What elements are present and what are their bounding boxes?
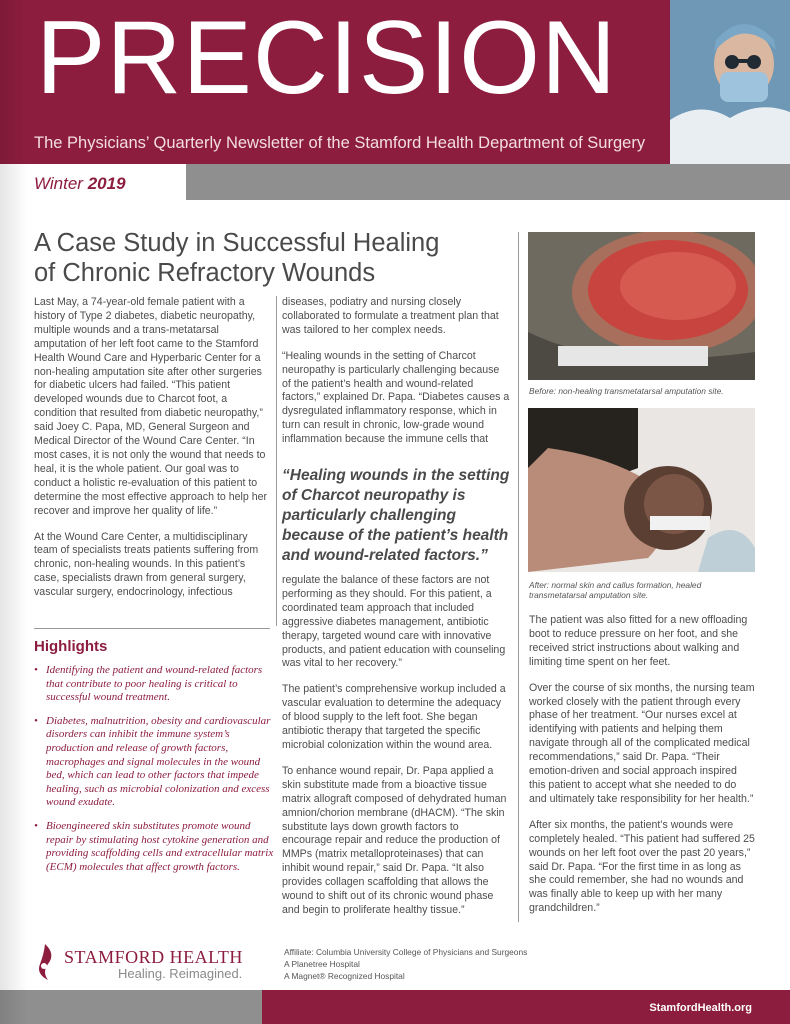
article-column-1 [34, 296, 270, 612]
paragraph: At the Wound Care Center, a multidisciplinary team of specialists treats patients suffering from chronic, non-healing wounds. In this patient’s case, specialists drawn from general surgery, vascular surgery, endocrinology, infectious [34, 530, 259, 599]
affiliation-line: A Planetree Hospital [284, 959, 360, 969]
article-column-2-bottom [282, 574, 510, 930]
paragraph: The patient was also fitted for a new offloading boot to reduce pressure on her foot, and she received strict instructions about walking and limiting time spent on her feet. [529, 614, 748, 668]
headline-line-1: A Case Study in Successful Healing [34, 229, 440, 257]
highlight-item [34, 820, 274, 874]
column-divider [518, 232, 519, 922]
website-link[interactable]: StamfordHealth.org [649, 1002, 752, 1014]
affiliation-text [284, 946, 527, 982]
headline-line-2: of Chronic Refractory Wounds [34, 259, 376, 287]
bullet-icon: • [34, 714, 38, 727]
paragraph: Over the course of six months, the nursing team worked closely with the patient through every phase of her treatment. “Our nurses excel at identifying with patients and helping them navigate through all of the complicated medical recommendations,” said Dr. Papa. “Their emotion-driven and social approach inspired this patient to accept what she needed to do and ultimately take responsibility for her health.” [529, 681, 755, 805]
footer-bar-gray [0, 990, 262, 1024]
paragraph: The patient’s comprehensive workup included a vascular evaluation to determine the adequacy of blood supply to the left foot. She began antibiotic therapy that targeted the specific microbial colonization within the wound area. [282, 683, 506, 751]
affiliation-line: A Magnet® Recognized Hospital [284, 971, 405, 981]
highlights-divider [34, 628, 270, 629]
article-column-2-top [282, 296, 510, 459]
photo-caption-before: Before: non-healing transmetatarsal amputation site. [529, 386, 724, 396]
issue-label [34, 174, 126, 194]
issue-bar [186, 164, 790, 200]
paragraph: Last May, a 74-year-old female patient with a history of Type 2 diabetes, diabetic neuropathy, multiple wounds and a trans-metatarsal amputation of her left foot came to the Stamford Health Wound Care and Hyperbaric Center for a non-healing amputation site after other surgeries for diabetic ulcers had failed. “This patient developed wounds due to Charcot foot, a condition that resulted from diabetic neuropathy,” said Joey C. Papa, MD, General Surgeon and Medical Director of the Wound Care Center. “In most cases, it is not only the wound that needs to heal, it is the whole patient. Our goal was to conduct a holistic re-evaluation of this patient to determine the most effective approach to help her recover and improve her quality of life.” [34, 296, 268, 517]
issue-season: Winter [34, 174, 83, 193]
paragraph: regulate the balance of these factors are not performing as they should. For this patient, a coordinated team approach that included aggressive diabetes management, antibiotic therapy, targeted wound care with innovative products, and patient education with counseling was vital to her recovery.” [282, 574, 506, 670]
newsletter-title: PRECISION [36, 0, 618, 116]
after-wound-photo [528, 408, 755, 572]
stamford-health-logo-text: STAMFORD HEALTH [64, 947, 243, 967]
paragraph: “Healing wounds in the setting of Charcot neuropathy is particularly challenging because of the patient’s health and wound-related factors,” explained Dr. Papa. “Diabetes causes a dysregulated inflammatory response, which in turn can result in chronic, low-grade wound inflammation because the immune cells that [282, 349, 510, 446]
highlight-text: Diabetes, malnutrition, obesity and cardiovascular disorders can inhibit the immune system’s production and release of growth factors, macrophages and signal molecules in the wound bed, which can lead to other factors that impede healing, such as microbial colonization and excess wound exudate. [46, 714, 271, 809]
highlight-text: Identifying the patient and wound-related factors that contribute to poor healing is critical to successful wound treatment. [46, 664, 263, 704]
affiliation-line: Affiliate: Columbia University College of Physicians and Surgeons [284, 947, 528, 957]
highlights-title: Highlights [34, 638, 108, 655]
paragraph: To enhance wound repair, Dr. Papa applied a skin substitute made from a bioactive tissue matrix allograft composed of dehydrated human amnion/chorion membrane (dHACM). “The skin substitute lays down growth factors to encourage repair and reduce the production of MMPs (matrix metalloproteinases) that can inhibit wound repair,” said Dr. Papa. “It also provides collagen scaffolding that allows the wound to shift out of its chronic wound phase and begin to proliferate healthy tissue.” [282, 764, 507, 916]
highlight-item [34, 715, 274, 810]
issue-year: 2019 [87, 174, 126, 193]
before-wound-photo [528, 232, 755, 380]
logo-tagline: Healing. Reimagined. [118, 966, 243, 981]
masthead [0, 0, 670, 164]
newsletter-subtitle: The Physicians’ Quarterly Newsletter of the Stamford Health Department of Surgery [34, 134, 646, 152]
highlight-text: Bioengineered skin substitutes promote wound repair by stimulating host cytokine generation and providing scaffolding cells and extracellular matrix (ECM) molecules that affect growth factors. [46, 819, 274, 873]
bullet-icon: • [34, 664, 38, 676]
pull-quote: “Healing wounds in the setting of Charcot neuropathy is particularly challenging because of the patient’s health and wound-related factors.” [282, 467, 510, 564]
photo-caption-after: After: normal skin and callus formation, healed transmetatarsal amputation site. [529, 580, 702, 600]
highlights-list [34, 664, 274, 884]
article-column-3 [529, 614, 755, 928]
paragraph: diseases, podiatry and nursing closely collaborated to formulate a treatment plan that was tailored to her complex needs. [282, 296, 499, 336]
paragraph: After six months, the patient’s wounds were completely healed. “This patient had suffered 25 wounds on her left foot over the past 20 years,” said Dr. Papa. “For the first time in as long as she could remember, she had no wounds and was finally able to keep up with her many grandchildren.” [529, 818, 755, 915]
stamford-health-logo-icon [34, 942, 56, 982]
bullet-icon: • [34, 819, 38, 832]
article-headline [34, 228, 504, 288]
highlight-item [34, 664, 274, 705]
surgeon-photo [670, 0, 790, 164]
column-divider [276, 296, 277, 626]
